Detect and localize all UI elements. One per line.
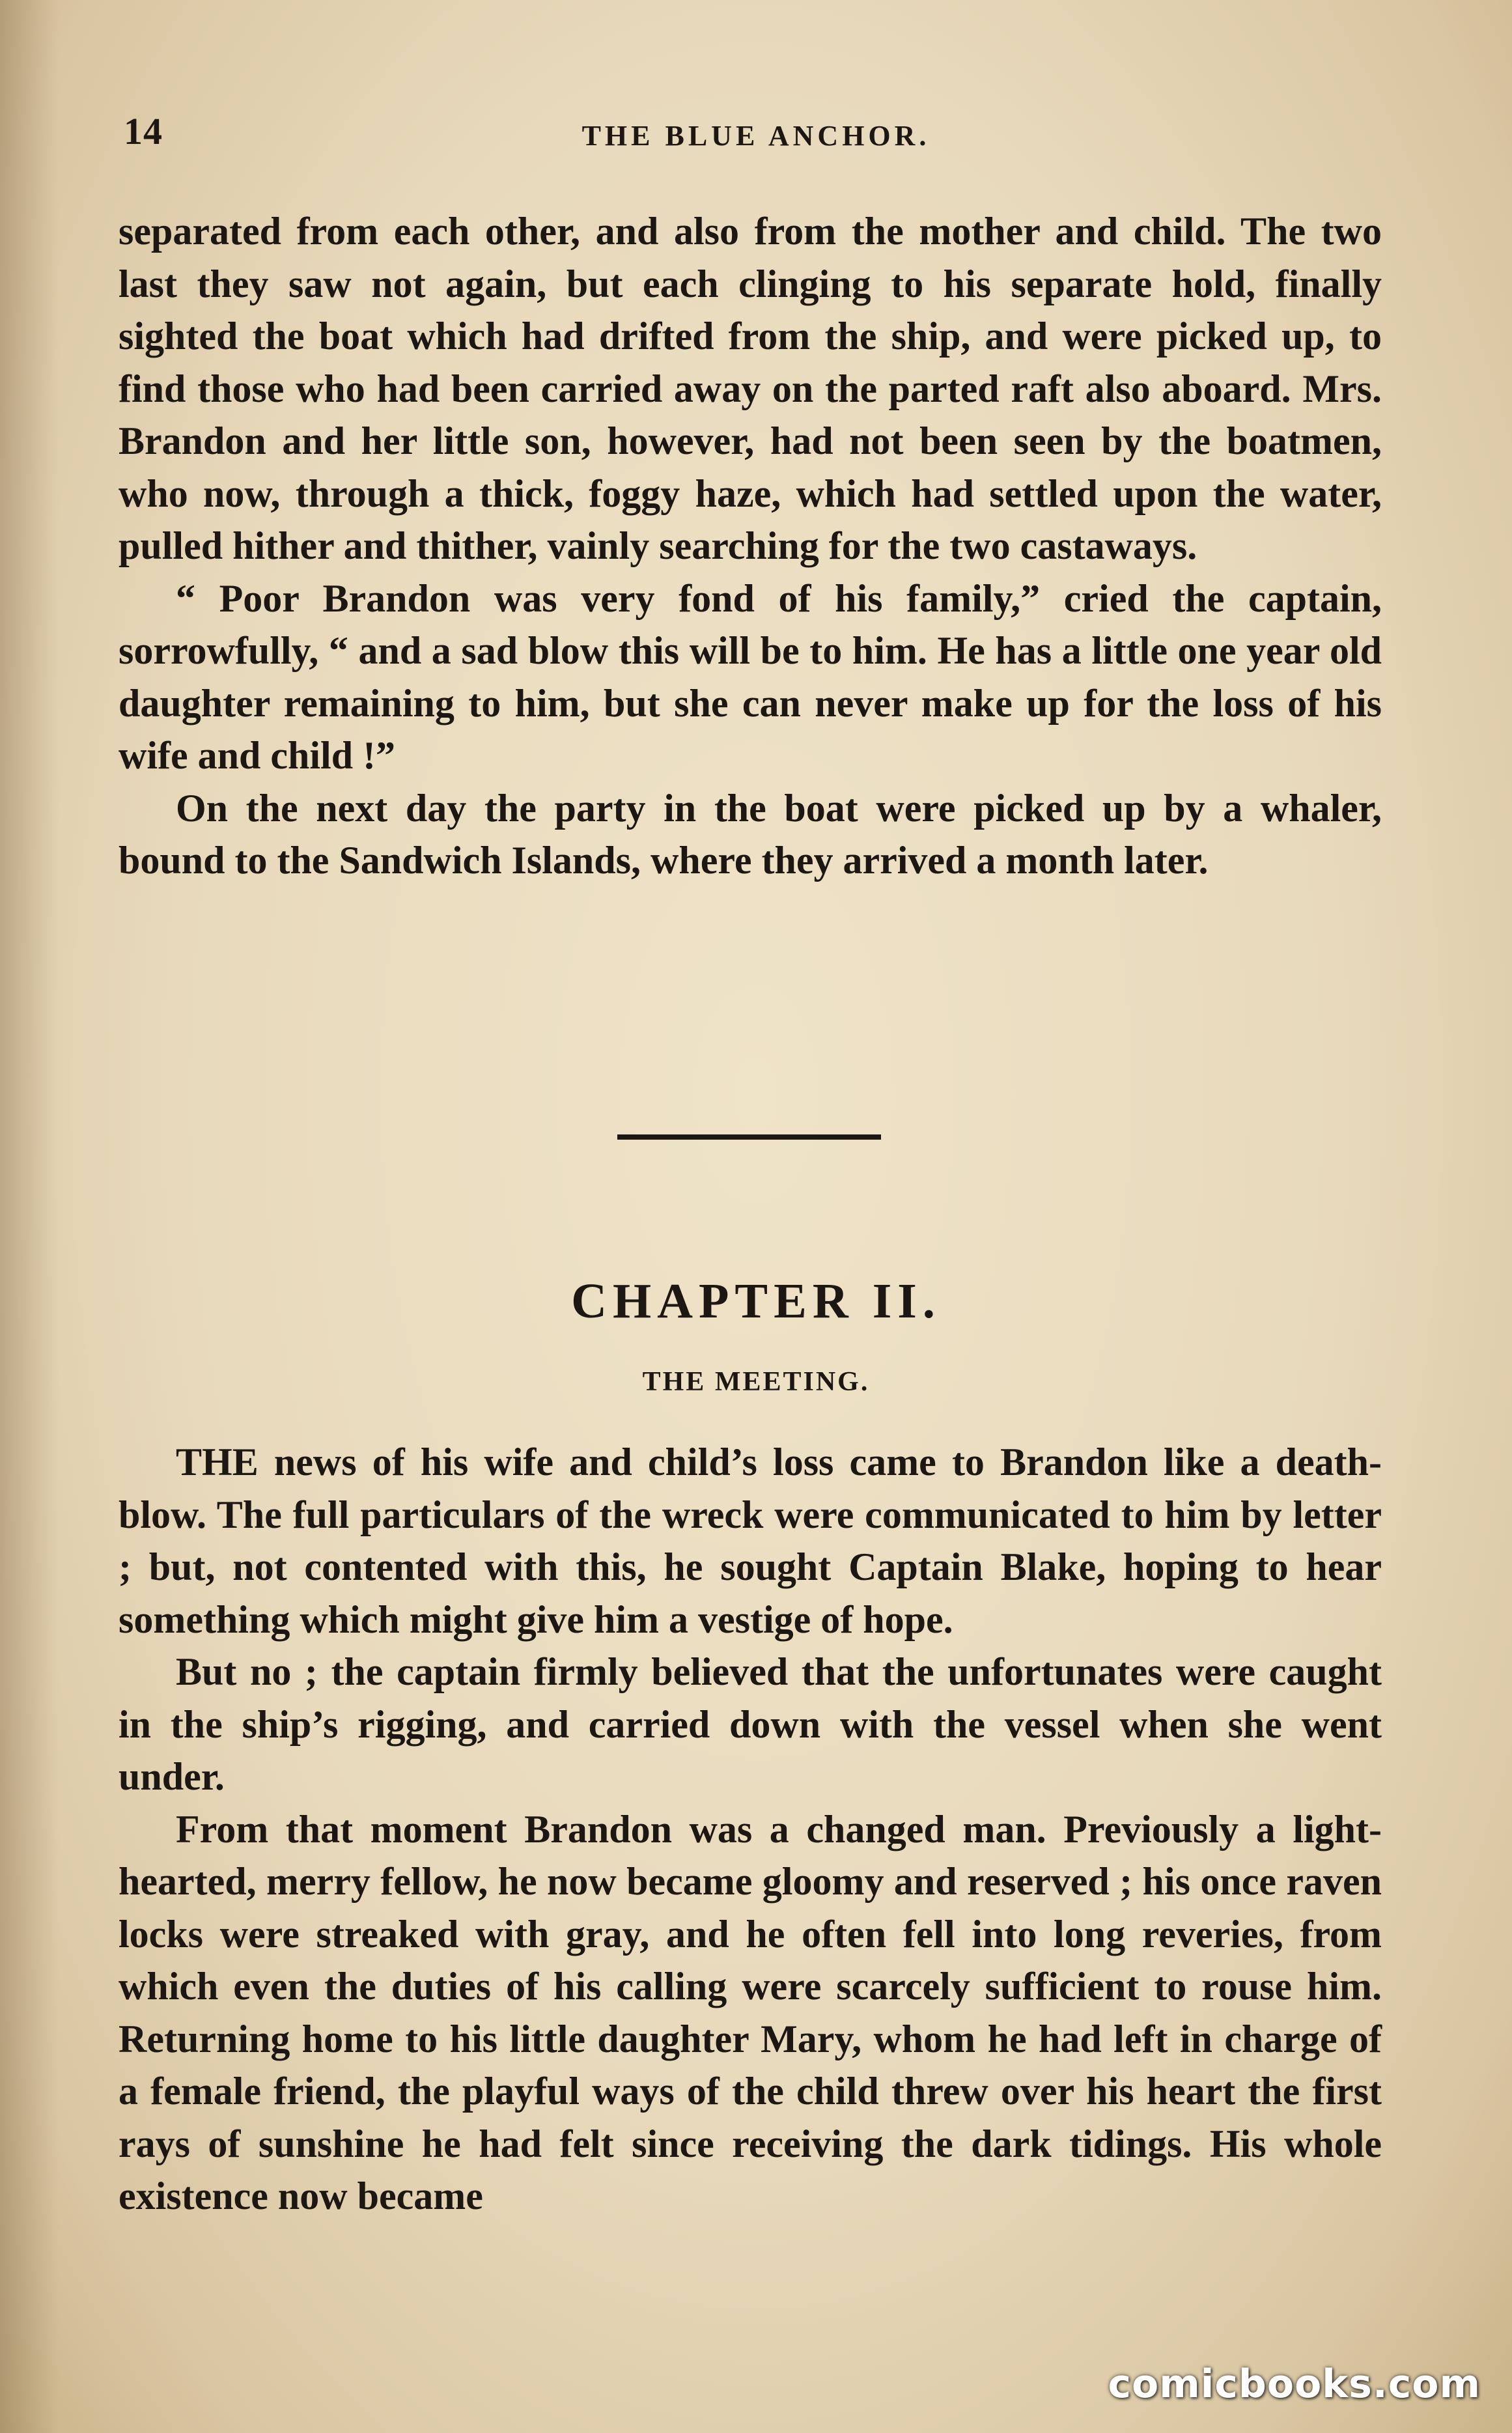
spine-shadow bbox=[0, 0, 59, 2433]
chapter-subtitle: THE MEETING. bbox=[642, 1367, 870, 1397]
watermark: comicbooks.com bbox=[1108, 2361, 1481, 2407]
paragraph: On the next day the party in the boat were picked up by a whaler, bound to the Sandwich Islands, where they arrived a month later. bbox=[119, 786, 1382, 882]
paragraph: THE news of his wife and child’s loss came to Brandon like a death-blow. The full particulars of the wreck were communicated to him by letter ; but, not contented with this, he sought Captain Blake, hoping to hear something which might give him a vestige of hope. bbox=[119, 1441, 1382, 1641]
paragraph: separated from each other, and also from the mother and child. The two last they saw not again, but each clinging to his separate hold, finally sighted the boat which had drifted from the ship, and were picked up, to find those who had been carried away on the parted raft also aboard. Mrs. Brandon and her little son, however, had not been seen by the boatmen, who now, through a thick, foggy haze, which had settled upon the water, pulled hither and thither, vainly searching for the two castaways. bbox=[119, 210, 1382, 567]
section-divider-rule bbox=[617, 1134, 881, 1140]
paragraph: But no ; the captain firmly believed that the unfortunates were caught in the ship’s rigging, and carried down with the vessel when she went under. bbox=[119, 1650, 1382, 1798]
chapter-two-text bbox=[119, 1436, 1382, 2223]
paragraph: From that moment Brandon was a changed man. Previously a light-hearted, merry fellow, he now became gloomy and reserved ; his once raven locks were streaked with gray, and he often fell into long reveries, from which even the duties of his calling were scarcely sufficient to rouse him. Returning home to his little daughter Mary, whom he had left in charge of a female friend, the playful ways of the child threw over his heart the first rays of sunshine he had felt since receiving the dark tidings. His whole existence now became bbox=[119, 1807, 1382, 2217]
page-number: 14 bbox=[124, 110, 163, 152]
chapter-one-text bbox=[119, 205, 1382, 887]
running-title: THE BLUE ANCHOR. bbox=[581, 120, 931, 152]
chapter-heading: CHAPTER II. bbox=[571, 1274, 941, 1329]
paragraph: “ Poor Brandon was very fond of his family,” cried the captain, sorrowfully, “ and a sad blow this will be to him. He has a little one year old daughter remaining to him, but she can never make up for the loss of his wife and child !” bbox=[119, 576, 1382, 777]
